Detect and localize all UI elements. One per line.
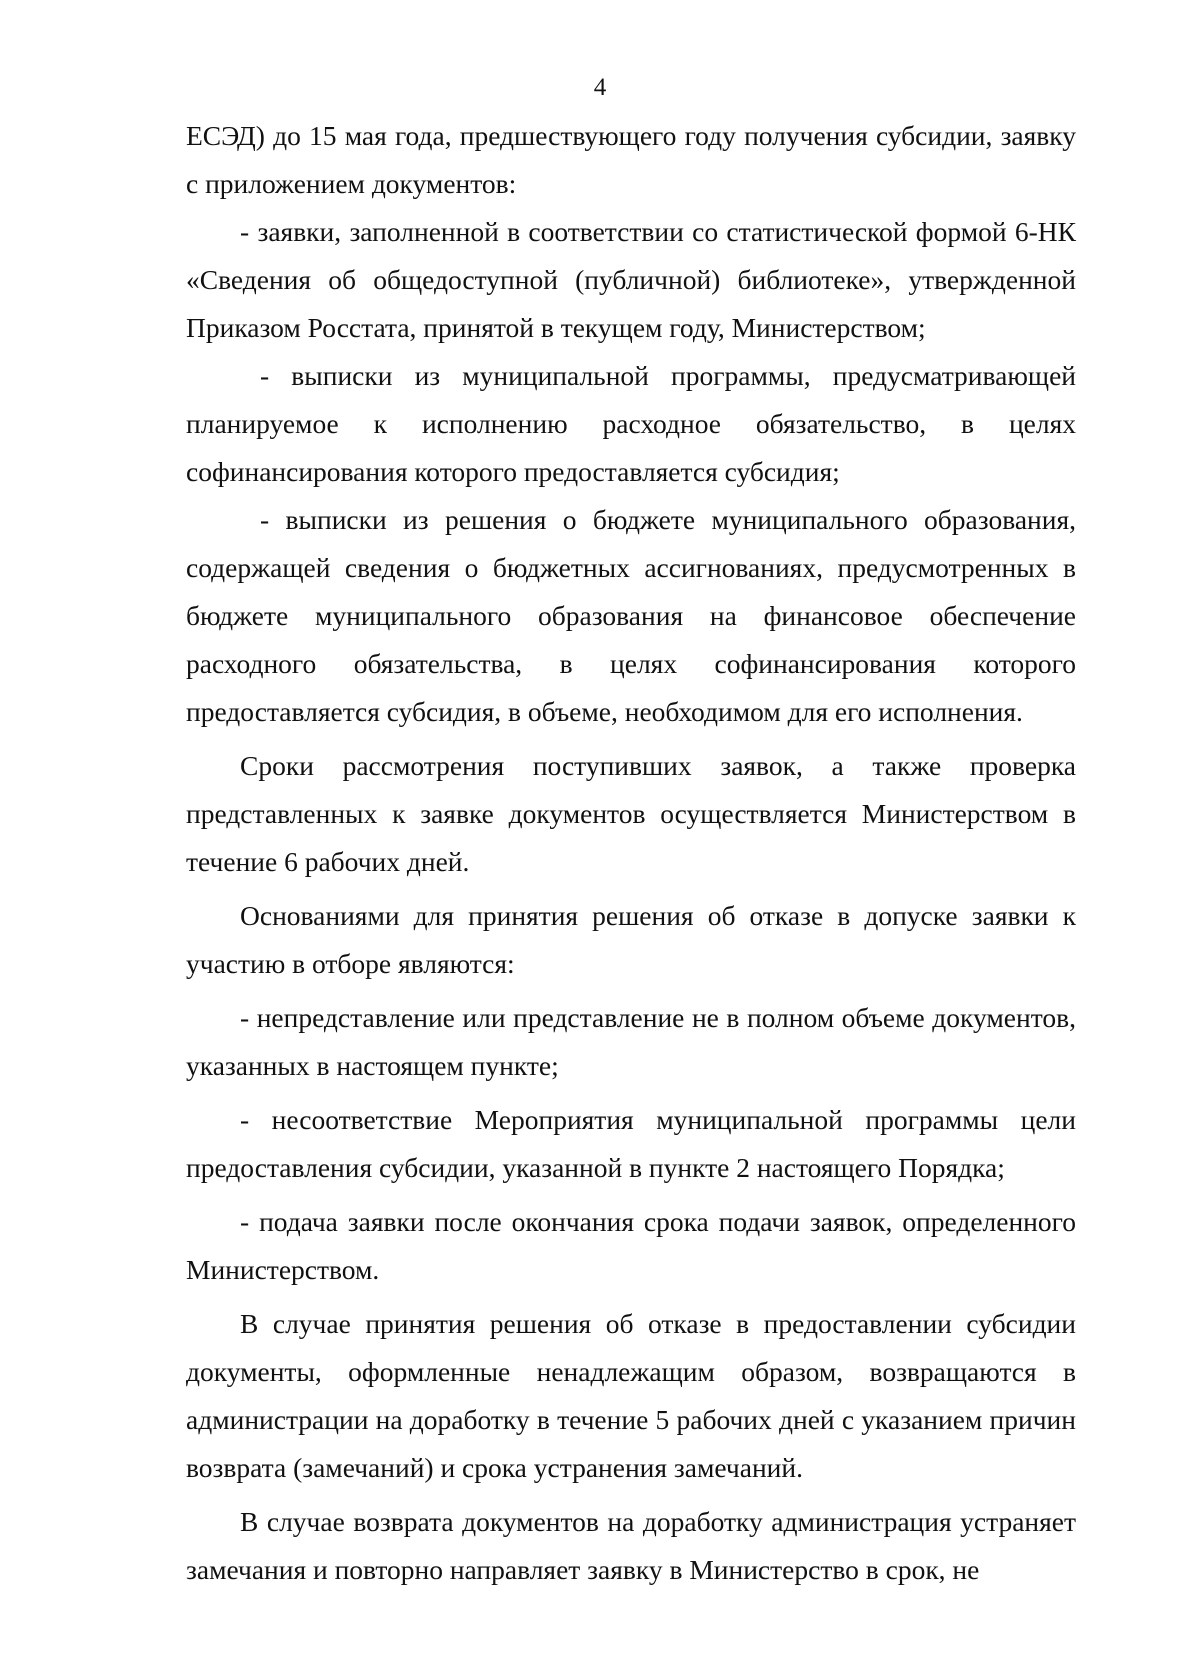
paragraph-ground-program-mismatch: - несоответствие Мероприятия муниципальной программы цели предоставления субсидии, указанной в пункте 2 настоящего Порядка; xyxy=(186,1104,1076,1183)
paragraph-rejection-grounds: Основаниями для принятия решения об отказе в допуске заявки к участию в отборе являются: xyxy=(186,900,1076,979)
paragraph-application-form: - заявки, заполненной в соответствии со статистической формой 6-НК «Сведения об общедоступной (публичной) библиотеке», утвержденной Приказом Росстата, принятой в текущем году, Министерством; xyxy=(186,216,1076,343)
paragraph-esed-deadline: ЕСЭД) до 15 мая года, предшествующего году получения субсидии, заявку с приложением документов: xyxy=(186,120,1076,199)
paragraph-program-extract: - выписки из муниципальной программы, предусматривающей планируемое к исполнению расходное обязательство, в целях софинансирования которого предоставляется субсидия; xyxy=(186,360,1076,487)
paragraph-review-period: Сроки рассмотрения поступивших заявок, а также проверка представленных к заявке документов осуществляется Министерством в течение 6 рабочих дней. xyxy=(186,750,1076,877)
page-number: 4 xyxy=(593,74,607,101)
document-body xyxy=(186,112,1076,1594)
paragraph-return-for-revision: В случае принятия решения об отказе в предоставлении субсидии документы, оформленные ненадлежащим образом, возвращаются в администрации на доработку в течение 5 рабочих дней с указанием причин возврата (замечаний) и срока устранения замечаний. xyxy=(186,1308,1076,1483)
paragraph-resubmission: В случае возврата документов на доработку администрация устраняет замечания и повторно направляет заявку в Министерство в срок, не xyxy=(186,1506,1076,1585)
paragraph-ground-late-submission: - подача заявки после окончания срока подачи заявок, определенного Министерством. xyxy=(186,1206,1076,1285)
paragraph-budget-extract: - выписки из решения о бюджете муниципального образования, содержащей сведения о бюджетных ассигнованиях, предусмотренных в бюджете муниципального образования на финансовое обеспечение расходного обязательства, в целях софинансирования которого предоставляется субсидия, в объеме, необходимом для его исполнения. xyxy=(186,504,1076,727)
paragraph-ground-incomplete-documents: - непредставление или представление не в полном объеме документов, указанных в настоящем пункте; xyxy=(186,1002,1076,1081)
